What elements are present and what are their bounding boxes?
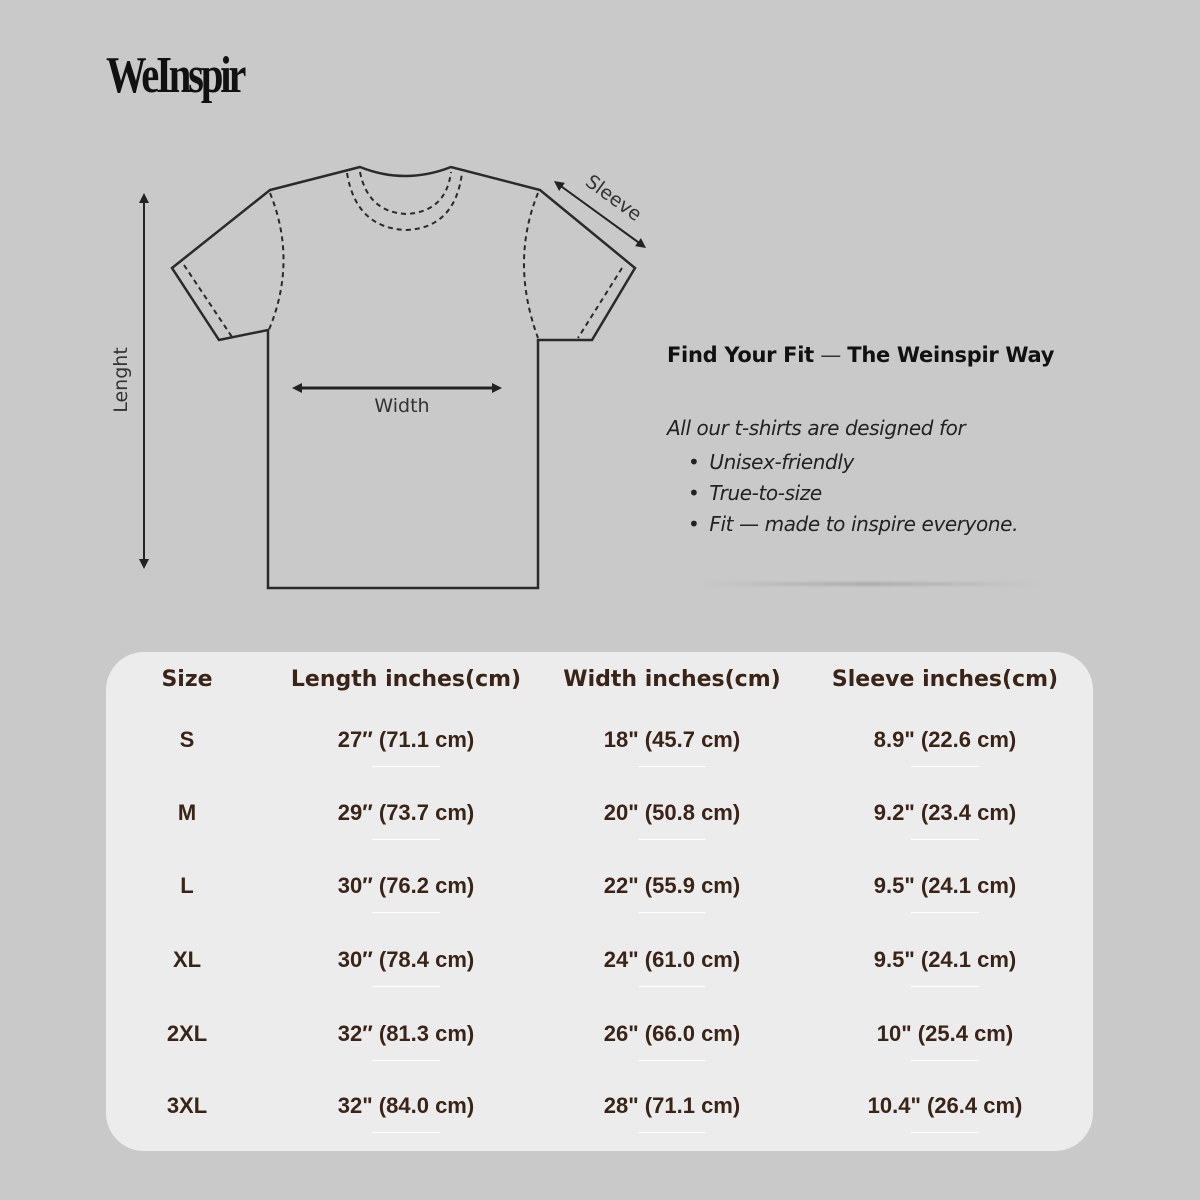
cell-underline xyxy=(372,766,440,767)
cell-size: S xyxy=(179,727,195,752)
cell-width: 18" (45.7 cm) xyxy=(603,727,741,752)
cell-sleeve: 9.5" (24.1 cm) xyxy=(873,947,1017,972)
cell-width: 20" (50.8 cm) xyxy=(603,800,741,825)
cell-underline xyxy=(911,912,979,913)
length-label: Lenght xyxy=(110,347,132,413)
cell-width: 26" (66.0 cm) xyxy=(603,1021,741,1046)
fit-bullet-item xyxy=(688,509,1018,540)
bullet-icon: • xyxy=(688,512,700,536)
fit-bullet-text: Fit — made to inspire everyone. xyxy=(709,512,1019,536)
cell-sleeve: 9.2" (23.4 cm) xyxy=(873,800,1017,825)
cell-width: 22" (55.9 cm) xyxy=(603,873,741,898)
cell-underline xyxy=(911,766,979,767)
fit-bullet-text: Unisex-friendly xyxy=(709,450,854,474)
cell-sleeve: 8.9" (22.6 cm) xyxy=(873,727,1017,752)
fit-heading-part-1: Find Your Fit xyxy=(667,343,814,367)
cell-underline xyxy=(911,1132,979,1133)
fit-heading-dash: — xyxy=(813,343,848,367)
cell-underline xyxy=(372,986,440,987)
cell-underline xyxy=(372,839,440,840)
cell-size: 2XL xyxy=(166,1021,208,1046)
cell-underline xyxy=(638,1132,706,1133)
header-length: Length inches(cm) xyxy=(290,667,522,692)
cell-size: XL xyxy=(172,947,202,972)
cell-length: 30″ (78.4 cm) xyxy=(337,947,475,972)
cell-length: 32" (84.0 cm) xyxy=(337,1093,475,1118)
fit-heading-part-2: The Weinspir Way xyxy=(847,343,1055,367)
cell-size: M xyxy=(177,800,197,825)
header-size: Size xyxy=(161,667,213,692)
tshirt-outline xyxy=(172,167,635,588)
cell-underline xyxy=(372,912,440,913)
cell-sleeve: 10.4" (26.4 cm) xyxy=(867,1093,1023,1118)
header-sleeve: Sleeve inches(cm) xyxy=(831,667,1059,692)
divider-shadow xyxy=(700,582,1040,586)
fit-bullet-text: True-to-size xyxy=(709,481,822,505)
cell-underline xyxy=(372,1132,440,1133)
sleeve-label: Sleeve xyxy=(581,170,646,226)
bullet-icon: • xyxy=(688,450,700,474)
cell-width: 24" (61.0 cm) xyxy=(603,947,741,972)
cell-underline xyxy=(638,1060,706,1061)
header-width: Width inches(cm) xyxy=(563,667,781,692)
fit-bullet-list xyxy=(688,447,1018,540)
cell-underline xyxy=(911,986,979,987)
cell-size: 3XL xyxy=(166,1093,208,1118)
cell-underline xyxy=(638,912,706,913)
cell-underline xyxy=(911,839,979,840)
fit-heading xyxy=(667,343,1054,367)
fit-intro: All our t-shirts are designed for xyxy=(667,416,966,440)
cell-length: 29″ (73.7 cm) xyxy=(337,800,475,825)
cell-underline xyxy=(638,766,706,767)
fit-bullet-item xyxy=(688,478,1018,509)
cell-sleeve: 10" (25.4 cm) xyxy=(876,1021,1014,1046)
width-label: Width xyxy=(374,395,430,417)
cell-underline xyxy=(638,839,706,840)
cell-width: 28" (71.1 cm) xyxy=(603,1093,741,1118)
cell-underline xyxy=(372,1060,440,1061)
cell-length: 30″ (76.2 cm) xyxy=(337,873,475,898)
brand-logo: WeInspir xyxy=(106,47,244,104)
cell-size: L xyxy=(180,873,194,898)
fit-bullet-item xyxy=(688,447,1018,478)
cell-length: 32″ (81.3 cm) xyxy=(337,1021,475,1046)
cell-sleeve: 9.5" (24.1 cm) xyxy=(873,873,1017,898)
bullet-icon: • xyxy=(688,481,700,505)
cell-underline xyxy=(638,986,706,987)
cell-length: 27″ (71.1 cm) xyxy=(337,727,475,752)
cell-underline xyxy=(911,1060,979,1061)
